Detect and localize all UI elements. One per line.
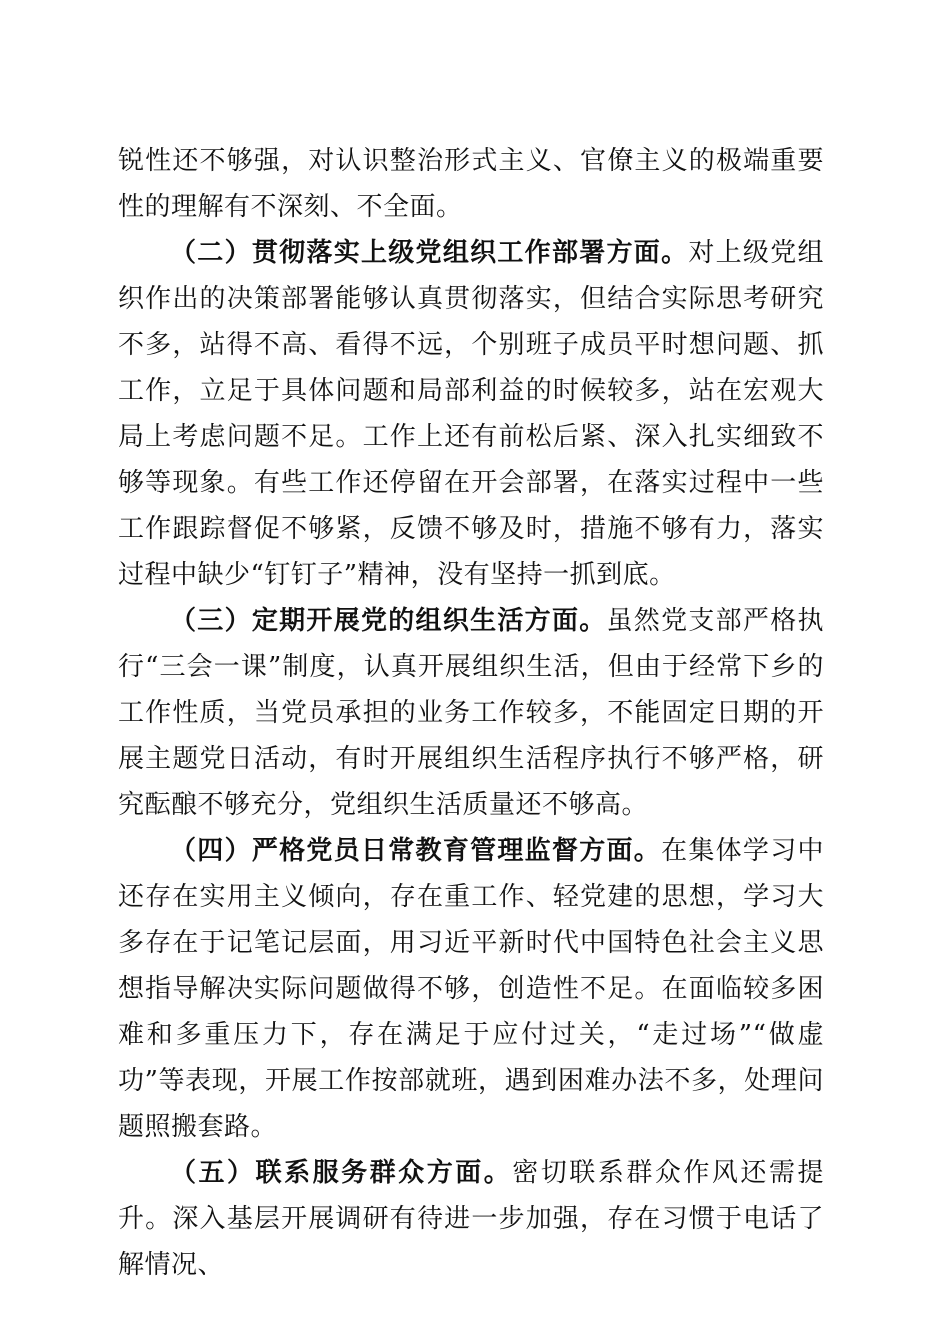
paragraph-section-2: [118, 230, 824, 598]
paragraph-section-5: [118, 1150, 824, 1288]
paragraph-text: 虽然党支部严格执行“三会一课”制度，认真开展组织生活，但由于经常下乡的工作性质，当党员承担的业务工作较多，不能固定日期的开展主题党日活动，有时开展组织生活程序执行不够严格，研究酝酿不够充分，党组织生活质量还不够高。: [118, 606, 824, 820]
paragraph-continuation: [118, 138, 824, 230]
paragraph-section-4: [118, 828, 824, 1150]
section-heading: （五）联系服务群众方面。: [170, 1158, 513, 1188]
document-body: [118, 138, 824, 1288]
section-heading: （三）定期开展党的组织生活方面。: [170, 606, 607, 636]
paragraph-text: 对上级党组织作出的决策部署能够认真贯彻落实，但结合实际思考研究不多，站得不高、看得不远，个别班子成员平时想问题、抓工作，立足于具体问题和局部利益的时候较多，站在宏观大局上考虑问题不足。工作上还有前松后紧、深入扎实细致不够等现象。有些工作还停留在开会部署，在落实过程中一些工作跟踪督促不够紧，反馈不够及时，措施不够有力，落实过程中缺少“钉钉子”精神，没有坚持一抓到底。: [118, 238, 824, 590]
paragraph-section-3: [118, 598, 824, 828]
paragraph-text: 锐性还不够强，对认识整治形式主义、官僚主义的极端重要性的理解有不深刻、不全面。: [118, 146, 824, 222]
paragraph-text: 在集体学习中还存在实用主义倾向，存在重工作、轻党建的思想，学习大多存在于记笔记层面，用习近平新时代中国特色社会主义思想指导解决实际问题做得不够，创造性不足。在面临较多困难和多重压力下，存在满足于应付过关，“走过场”“做虚功”等表现，开展工作按部就班，遇到困难办法不多，处理问题照搬套路。: [118, 836, 824, 1142]
section-heading: （二）贯彻落实上级党组织工作部署方面。: [170, 238, 689, 268]
section-heading: （四）严格党员日常教育管理监督方面。: [170, 836, 662, 866]
paragraph-text: 密切联系群众作风还需提升。深入基层开展调研有待进一步加强，存在习惯于电话了解情况、: [118, 1158, 824, 1280]
